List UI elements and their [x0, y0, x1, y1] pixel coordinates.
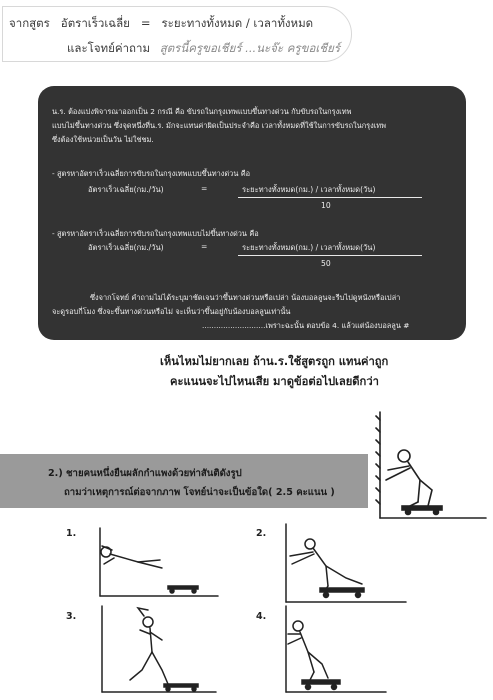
case1-numerator: ระยะทางทั้งหมด(กม.) / เวลาทั้งหมด(วัน)	[242, 185, 376, 194]
formula-line	[9, 15, 313, 33]
conclusion-line-1: ซึ่งจากโจทย์ คำถามไม่ได้ระบุมาชัดเจนว่าขึ้นทางด่วนหรือเปล่า น้องบอลลูนจะรีบไปดูหนังหรือเปล่า	[90, 293, 401, 302]
encouragement-line-2: คะแนนจะไปไหนเสีย มาดูข้อต่อไปเลยดีกว่า	[170, 375, 379, 388]
case1-denominator: 10	[321, 201, 331, 210]
question-banner	[0, 454, 368, 508]
man-pushing-wall-icon	[374, 410, 490, 528]
formula-term: อัตราเร็วเฉลี่ย	[60, 16, 130, 30]
man-pushing-wall-cart-rolling-icon[interactable]	[280, 522, 410, 606]
man-flying-off-skateboard-icon[interactable]	[90, 524, 222, 598]
question-label: และโจทย์ค่าถาม	[67, 41, 151, 55]
case2-lhs: อัตราเร็วเฉลี่ย(กม./วัน)	[88, 243, 164, 252]
formula-equals: =	[140, 16, 151, 30]
case2-fraction-bar	[238, 255, 422, 256]
explanation-panel	[38, 86, 466, 340]
question-line-1: 2.) ชายคนหนึ่งยืนผลักกำแพงด้วยท่าสันติดังรูป	[48, 468, 242, 479]
man-stepping-off-skateboard-icon[interactable]	[96, 604, 220, 696]
formula-rhs: ระยะทางทั้งหมด / เวลาทั้งหมด	[161, 16, 314, 30]
option-3-number: 3.	[66, 611, 77, 622]
panel-intro-line-3: ซึ่งต้องใช้หน่วยเป็นวัน ไม่ใช่ชม.	[52, 135, 154, 144]
option-2-number: 2.	[256, 528, 267, 539]
panel-intro-line-2: แบบไม่ขึ้นทางด่วน ซึ่งจุดหนึ่งที่น.ร. มักจะแทนค่าผิดเป็นประจำคือ เวลาทั้งหมดที่ใช้ในการขับรถในกรุงเทพ	[52, 121, 387, 130]
man-still-pushing-wall-icon[interactable]	[280, 604, 390, 696]
conclusion-line-2: จะดูรอบกี่โมง ซึ่งจะขึ้นทางด่วนหรือไม่ จะเห็นว่าขึ้นอยู่กับน้องบอลลูนเท่านั้น	[52, 307, 291, 316]
case2-numerator: ระยะทางทั้งหมด(กม.) / เวลาทั้งหมด(วัน)	[242, 243, 376, 252]
question-line-2: ถามว่าเหตุการณ์ต่อจากภาพ โจทย์น่าจะเป็นข้อใด( 2.5 คะแนน )	[64, 487, 335, 498]
formula-box	[2, 6, 352, 62]
case2-title: - สูตรหาอัตราเร็วเฉลี่ยการขับรถในกรุงเทพแบบไม่ขึ้นทางด่วน คือ	[52, 229, 259, 238]
case1-fraction-bar	[238, 197, 422, 198]
formula-label: จากสูตร	[9, 16, 50, 30]
conclusion-line-3: ...........................เพราะฉะนั้น ตอบข้อ 4. แล้วแต่น้องบอลลูน #	[202, 321, 410, 330]
formula-answer: สูตรนี้ครูขอเชียร์ ...นะจ๊ะ ครูขอเชียร์	[159, 41, 341, 55]
question-line	[67, 40, 340, 58]
case2-denominator: 50	[321, 259, 331, 268]
option-4-number: 4.	[256, 611, 267, 622]
case1-title: - สูตรหาอัตราเร็วเฉลี่ยการขับรถในกรุงเทพแบบขึ้นทางด่วน คือ	[52, 169, 251, 178]
panel-intro-line-1: น.ร. ต้องแบ่งพิจารณาออกเป็น 2 กรณี คือ ขับรถในกรุงเทพแบบขึ้นทางด่วน กับขับรถในกรุงเทพ	[52, 107, 352, 116]
encouragement-line-1: เห็นไหมไม่ยากเลย ถ้าน.ร.ใช้สูตรถูก แทนค่าถูก	[160, 355, 389, 368]
case1-lhs: อัตราเร็วเฉลี่ย(กม./วัน)	[88, 185, 164, 194]
option-1-number: 1.	[66, 528, 77, 539]
case1-equals: =	[201, 184, 208, 193]
case2-equals: =	[201, 242, 208, 251]
